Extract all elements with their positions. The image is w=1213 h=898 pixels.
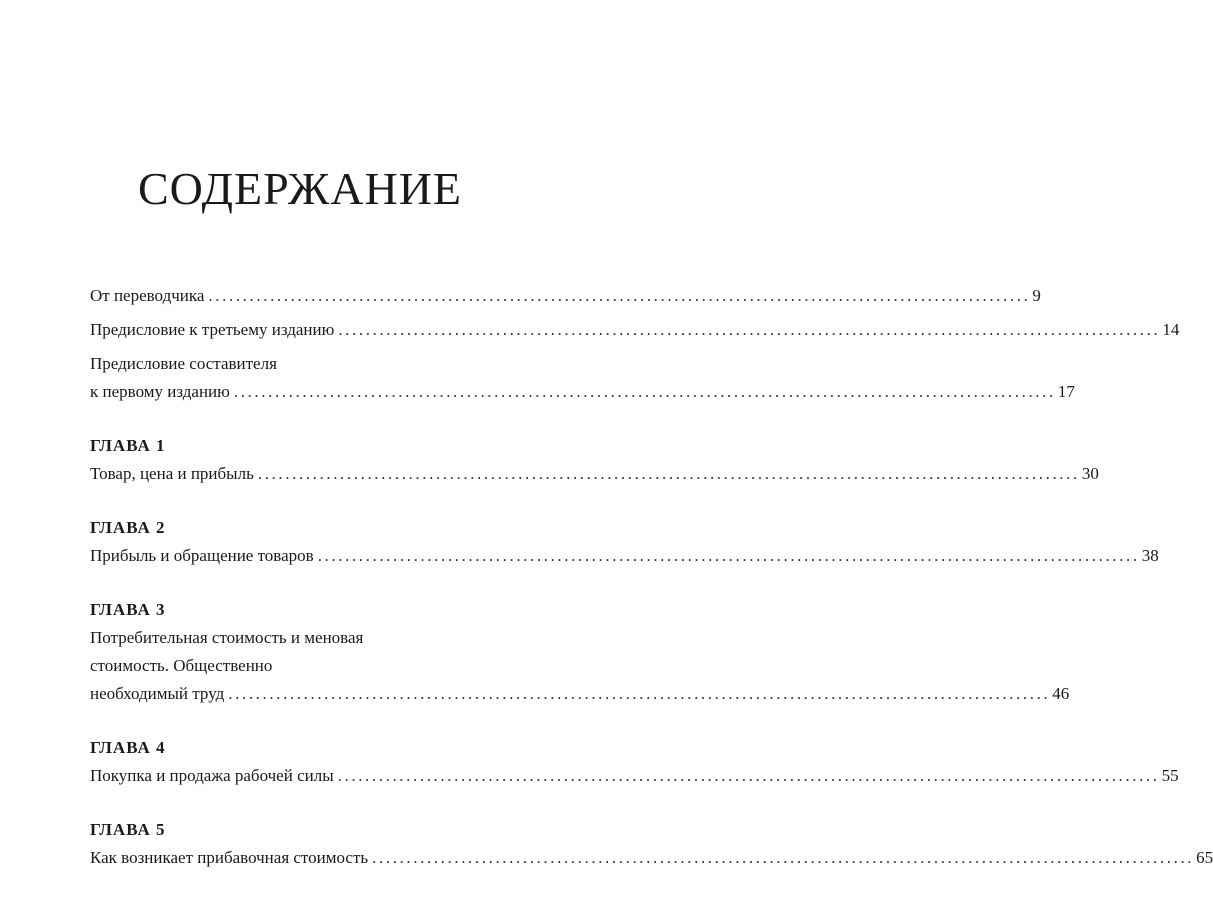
toc-page-number: 9 [1032, 286, 1041, 305]
toc-entry-line [90, 378, 1075, 406]
chapter-heading: ГЛАВА 3 [90, 600, 166, 619]
toc-page-number: 30 [1081, 464, 1099, 483]
toc-chapter-3 [90, 596, 1070, 708]
toc-entry-title-line: Предисловие составителя [90, 354, 277, 373]
toc-chapter-1 [90, 432, 1099, 488]
toc-entry-title-line: Потребительная стоимость и меновая [90, 628, 364, 647]
toc-entry-line [90, 542, 1159, 570]
dot-leader: ........................................................................................................................ [233, 382, 1056, 401]
toc-page-number: 65 [1196, 848, 1213, 867]
toc-entry-line [90, 844, 1213, 872]
toc-page-number: 14 [1162, 320, 1180, 339]
toc-entry-title: к первому изданию [90, 382, 230, 401]
toc-entry-title: От переводчика [90, 286, 205, 305]
dot-leader: ........................................................................................................................ [257, 464, 1080, 483]
chapter-heading: ГЛАВА 5 [90, 820, 166, 839]
toc-entry-line [90, 316, 1180, 344]
toc-page-number: 46 [1052, 684, 1070, 703]
toc-entry-line [90, 460, 1099, 488]
dot-leader: ........................................................................................................................ [208, 286, 1031, 305]
page-title: СОДЕРЖАНИЕ [137, 163, 463, 214]
dot-leader: ........................................................................................................................ [372, 848, 1195, 867]
dot-leader: ........................................................................................................................ [338, 320, 1161, 339]
toc-chapter-5 [90, 816, 1213, 872]
dot-leader: ........................................................................................................................ [228, 684, 1051, 703]
toc-entry-title: Товар, цена и прибыль [90, 464, 254, 483]
toc-entry-title: Прибыль и обращение товаров [90, 546, 314, 565]
toc-entry-third-edition-preface [90, 316, 1180, 344]
dot-leader: ........................................................................................................................ [317, 546, 1140, 565]
toc-entry-line [90, 762, 1179, 790]
toc-entry-title: необходимый труд [90, 684, 225, 703]
toc-chapter-2 [90, 514, 1159, 570]
dot-leader: ........................................................................................................................ [337, 766, 1160, 785]
toc-page-number: 55 [1161, 766, 1179, 785]
chapter-heading: ГЛАВА 1 [90, 436, 166, 455]
toc-entry-title-line: стоимость. Общественно [90, 656, 273, 675]
chapter-heading: ГЛАВА 2 [90, 518, 166, 537]
toc-entry-line [90, 282, 1041, 310]
toc-entry-title: Покупка и продажа рабочей силы [90, 766, 334, 785]
toc-entry-line [90, 680, 1070, 708]
toc-page-number: 38 [1141, 546, 1159, 565]
chapter-heading: ГЛАВА 4 [90, 738, 166, 757]
toc-chapter-4 [90, 734, 1179, 790]
toc-entry-translator [90, 282, 1041, 310]
toc-entry-compiler-preface [90, 350, 1075, 406]
toc-entry-title: Как возникает прибавочная стоимость [90, 848, 369, 867]
table-of-contents [90, 282, 1213, 872]
toc-page-number: 17 [1057, 382, 1075, 401]
toc-entry-title: Предисловие к третьему изданию [90, 320, 335, 339]
